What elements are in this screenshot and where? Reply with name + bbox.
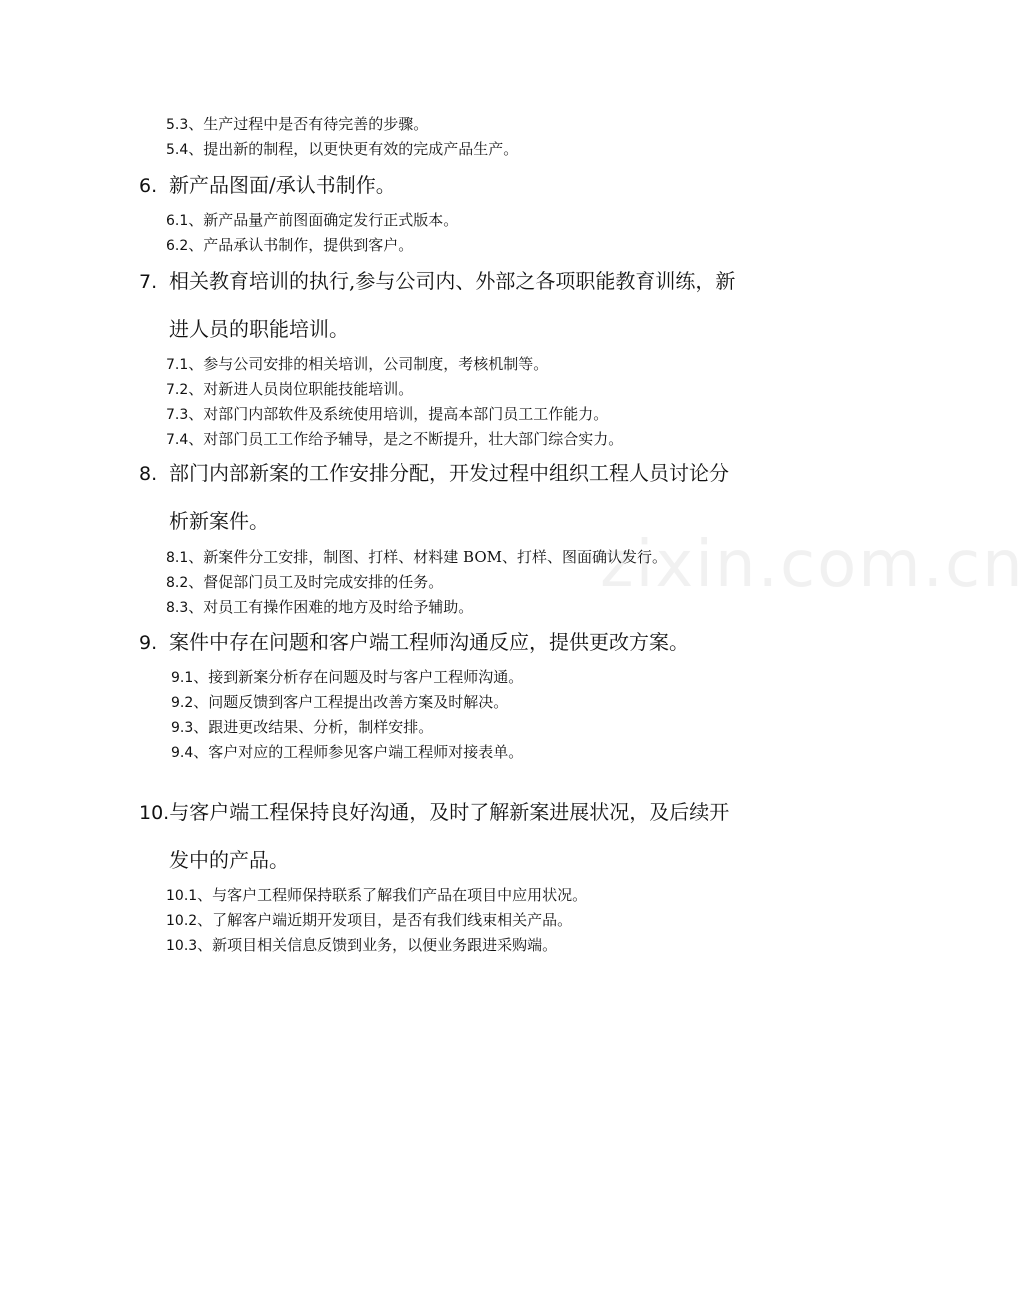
- list-item-continuation: 析新案件。: [169, 509, 269, 533]
- list-item-sub: 7.3、对部门内部软件及系统使用培训，提高本部门员工工作能力。: [166, 405, 609, 423]
- list-item-main: 10.与客户端工程保持良好沟通，及时了解新案进展状况，及后续开: [139, 800, 730, 824]
- list-item-sub: 5.3、生产过程中是否有待完善的步骤。: [166, 115, 429, 133]
- list-item-sub: 6.2、产品承认书制作，提供到客户。: [166, 236, 414, 254]
- list-item-sub: 10.1、与客户工程师保持联系了解我们产品在项目中应用状况。: [166, 886, 588, 904]
- list-item-sub: 7.1、参与公司安排的相关培训，公司制度，考核机制等。: [166, 355, 549, 373]
- list-item-sub: 10.3、新项目相关信息反馈到业务，以便业务跟进采购端。: [166, 936, 558, 954]
- list-item-main: 7. 相关教育培训的执行,参与公司内、外部之各项职能教育训练，新: [139, 269, 736, 293]
- watermark: zixin.com.cn: [600, 528, 1025, 602]
- list-item-sub: 9.1、接到新案分析存在问题及时与客户工程师沟通。: [171, 668, 524, 686]
- list-item-sub: 8.3、对员工有操作困难的地方及时给予辅助。: [166, 598, 474, 616]
- list-item-sub: 7.4、对部门员工工作给予辅导，是之不断提升，壮大部门综合实力。: [166, 430, 624, 448]
- list-item-sub: 10.2、了解客户端近期开发项目，是否有我们线束相关产品。: [166, 911, 573, 929]
- list-item-main: 9. 案件中存在问题和客户端工程师沟通反应，提供更改方案。: [139, 630, 689, 654]
- list-item-sub: 7.2、对新进人员岗位职能技能培训。: [166, 380, 414, 398]
- list-item-sub: 8.1、新案件分工安排，制图、打样、材料建 BOM、打样、图面确认发行。: [166, 548, 667, 566]
- list-item-sub: 9.3、跟进更改结果、分析，制样安排。: [171, 718, 434, 736]
- list-item-sub: 8.2、督促部门员工及时完成安排的任务。: [166, 573, 444, 591]
- list-item-sub: 9.4、客户对应的工程师参见客户端工程师对接表单。: [171, 743, 524, 761]
- list-item-sub: 6.1、新产品量产前图面确定发行正式版本。: [166, 211, 459, 229]
- list-item-sub: 5.4、提出新的制程，以更快更有效的完成产品生产。: [166, 140, 519, 158]
- list-item-main: 8. 部门内部新案的工作安排分配，开发过程中组织工程人员讨论分: [139, 461, 729, 485]
- list-item-main: 6. 新产品图面/承认书制作。: [139, 173, 396, 197]
- list-item-continuation: 进人员的职能培训。: [169, 317, 349, 341]
- list-item-continuation: 发中的产品。: [169, 848, 289, 872]
- list-item-sub: 9.2、问题反馈到客户工程提出改善方案及时解决。: [171, 693, 509, 711]
